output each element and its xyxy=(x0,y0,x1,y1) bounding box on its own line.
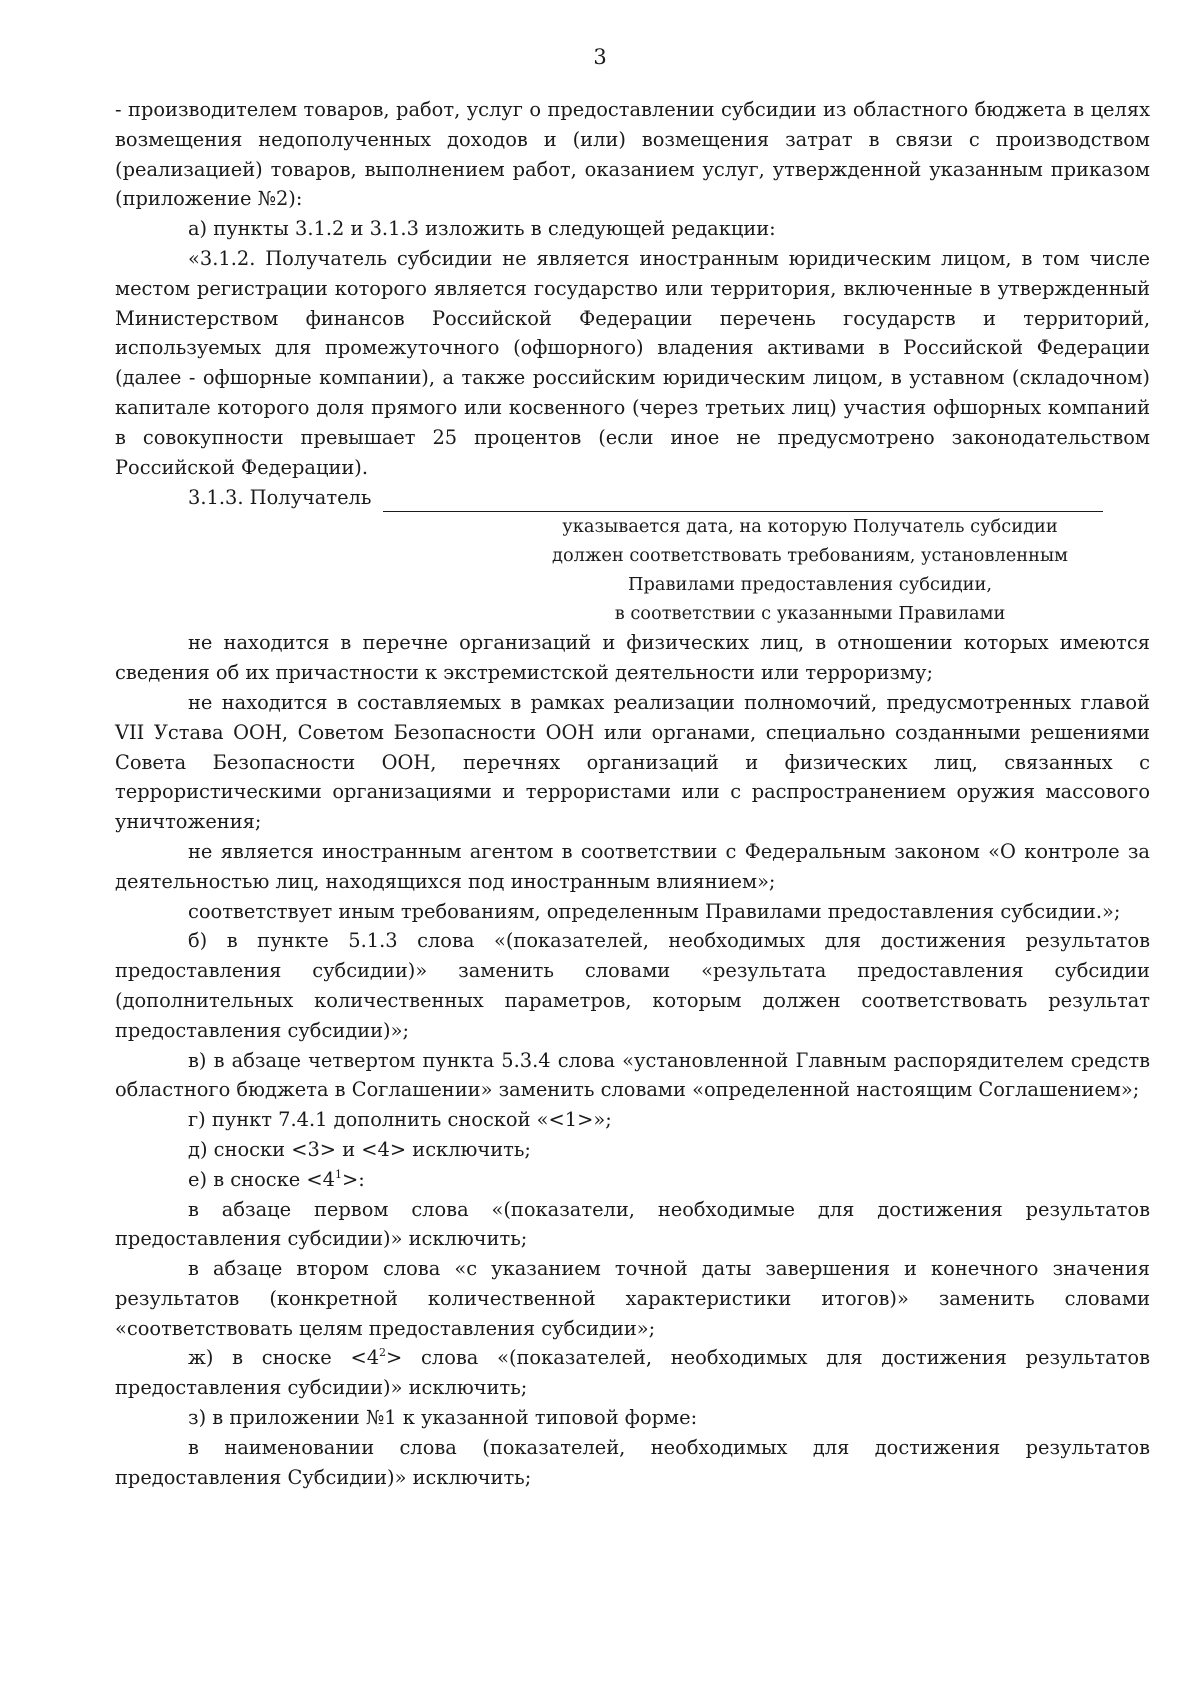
item-zh-text: ж) в сноске <4 xyxy=(188,1346,380,1370)
footnote-superscript: 1 xyxy=(334,1167,342,1181)
paragraph-item-g: г) пункт 7.4.1 дополнить сноской «<1>»; xyxy=(188,1108,612,1132)
paragraph-3-1-2: «3.1.2. Получатель субсидии не является иностранным юридическим лицом, в том числе местом регистрации которого является государство или территория, включенные в утвержденный Министерством финансов Российской Федерации перечень государств и территорий, используемых для промежуточного (офшорного) владения активами в Российской Федерации (далее - офшорные компании), а также российским юридическим лицом, в уставном (складочном) капитале которого доля прямого или косвенного (через третьих лиц) участия офшорных компаний в совокупности превышает 25 процентов (если иное не предусмотрено законодательством Российской Федерации). xyxy=(115,246,1150,479)
paragraph-foreign-agent: не является иностранным агентом в соответствии с Федеральным законом «О контроле за деятельностью лиц, находящихся под иностранным влиянием»; xyxy=(115,839,1150,893)
caption-line: в соответствии с указанными Правилами xyxy=(614,603,1006,625)
paragraph-extremist: не находится в перечне организаций и физических лиц, в отношении которых имеются сведения об их причастности к экстремистской деятельности или терроризму; xyxy=(115,631,1150,685)
item-zh-text-end: > слова «(показателей, необходимых для достижения результатов предоставления субсидии)» исключить; xyxy=(115,1346,1150,1400)
page-number: 3 xyxy=(593,45,607,69)
paragraph-other-requirements: соответствует иным требованиям, определенным Правилами предоставления субсидии.»; xyxy=(188,899,1121,923)
item-e-text-end: >: xyxy=(341,1167,365,1191)
caption-line: Правилами предоставления субсидии, xyxy=(627,574,993,596)
document-body xyxy=(115,95,1150,1492)
paragraph-item-v: в) в абзаце четвертом пункта 5.3.4 слова «установленной Главным распорядителем средств областного бюджета в Соглашении» заменить словами «определенной настоящим Соглашением»; xyxy=(115,1048,1150,1102)
paragraph-item-a: а) пункты 3.1.2 и 3.1.3 изложить в следующей редакции: xyxy=(188,217,776,241)
item-e-text: е) в сноске <4 xyxy=(188,1167,335,1191)
paragraph-e-second: в абзаце втором слова «с указанием точной даты завершения и конечного значения результатов (конкретной количественной характеристики итогов)» заменить словами «соответствовать целям предоставления субсидии»; xyxy=(115,1257,1150,1340)
paragraph-intro: - производителем товаров, работ, услуг о предоставлении субсидии из областного бюджета в целях возмещения недополученных доходов и (или) возмещения затрат в связи с производством (реализацией) товаров, выполнением работ, оказанием услуг, утвержденной указанным приказом (приложение №2): xyxy=(115,98,1150,211)
paragraph-item-b: б) в пункте 5.1.3 слова «(показателей, необходимых для достижения результатов предоставления субсидии)» заменить словами «результата предоставления субсидии (дополнительных количественных параметров, которым должен соответствовать результат предоставления субсидии)»; xyxy=(115,929,1150,1042)
paragraph-item-zh xyxy=(115,1343,1150,1403)
paragraph-e-first: в абзаце первом слова «(показатели, необходимые для достижения результатов предоставления субсидии)» исключить; xyxy=(115,1197,1150,1251)
caption-line: указывается дата, на которую Получатель субсидии xyxy=(562,516,1058,538)
caption-line: должен соответствовать требованиям, установленным xyxy=(552,545,1068,567)
paragraph-item-d: д) сноски <3> и <4> исключить; xyxy=(188,1137,531,1161)
paragraph-un-lists: не находится в составляемых в рамках реализации полномочий, предусмотренных главой VII Устава ООН, Советом Безопасности ООН или органами, специально созданными решениями Совета Безопасности ООН, перечнях организаций и физических лиц, связанных с террористическими организациями и террористами или с распространением оружия массового уничтожения; xyxy=(115,690,1150,834)
field-caption xyxy=(115,512,1100,628)
recipient-date-field-row xyxy=(115,482,1150,512)
paragraph-z-title: в наименовании слова (показателей, необходимых для достижения результатов предоставления Субсидии)» исключить; xyxy=(115,1435,1150,1489)
footnote-superscript: 2 xyxy=(379,1346,387,1360)
date-blank-line xyxy=(383,487,1103,512)
paragraph-item-e xyxy=(115,1165,1150,1195)
recipient-label: 3.1.3. Получатель xyxy=(188,485,372,509)
paragraph-item-z: з) в приложении №1 к указанной типовой форме: xyxy=(188,1406,698,1430)
